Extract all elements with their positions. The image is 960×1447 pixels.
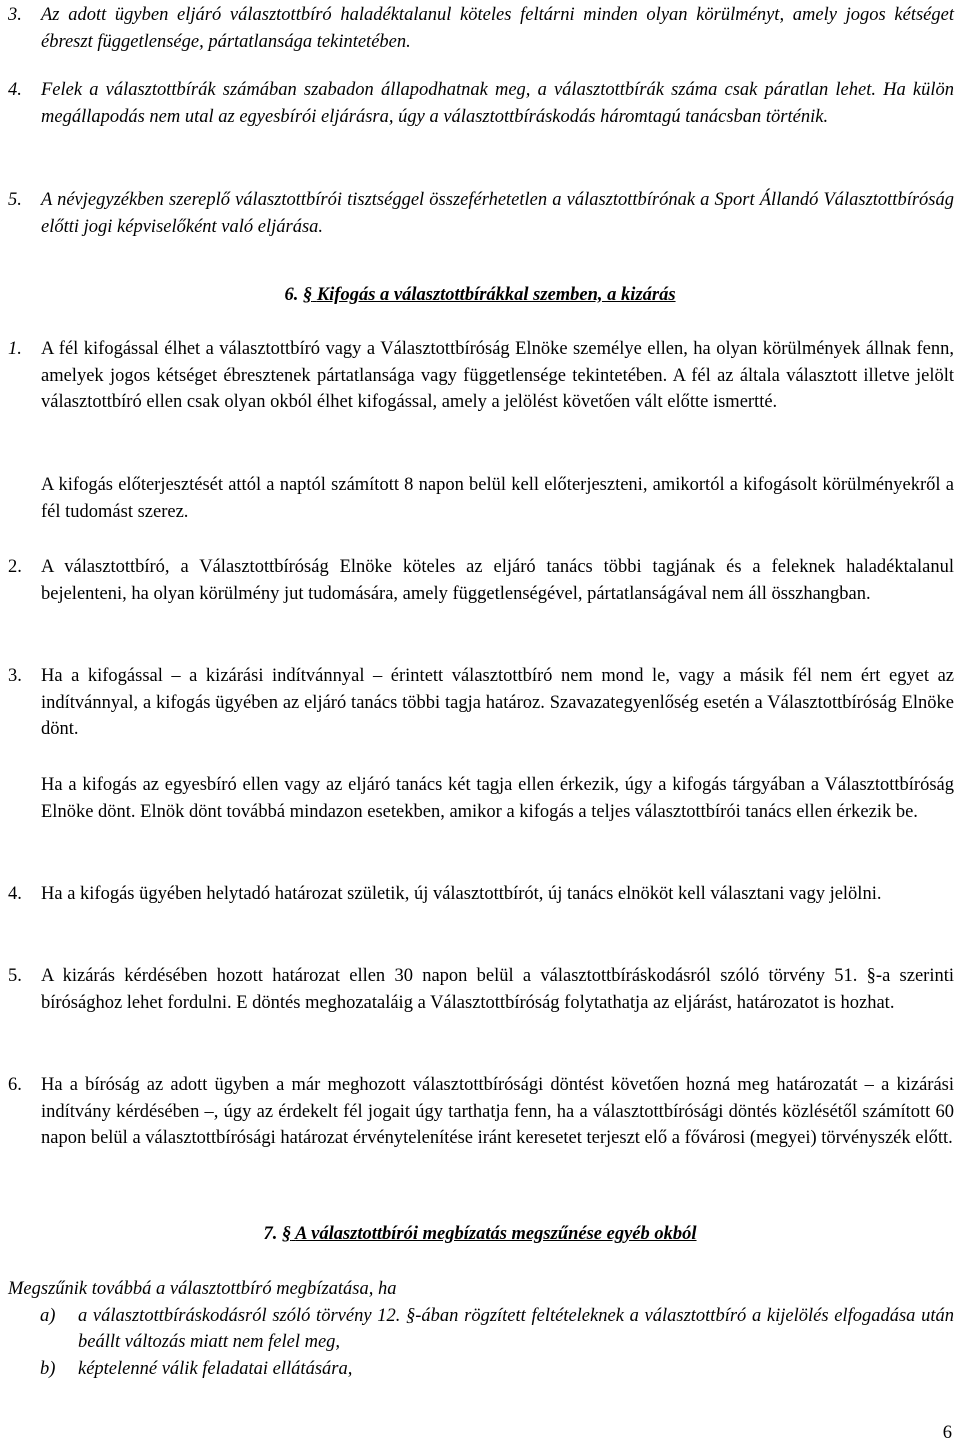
section-number: 6. — [284, 285, 299, 305]
list-text: képtelenné válik feladatai ellátására, — [78, 1358, 353, 1379]
paragraph-number: 1. — [8, 339, 22, 359]
section-heading-7 — [0, 1221, 960, 1248]
section-heading-6 — [0, 282, 960, 309]
paragraph-number: 3. — [8, 5, 22, 25]
paragraph-3 — [8, 2, 954, 55]
section-title: Kifogás a választottbírákkal szemben, a kizárás — [316, 285, 676, 305]
paragraph-text: A kifogás előterjesztését attól a naptól számított 8 napon belül kell előterjeszteni, amikortól a kifogásolt körülményekről a fél tudomást szerez. — [41, 475, 954, 522]
paragraph-6-3-b — [8, 772, 954, 825]
paragraph-text: Felek a választottbírák számában szabadon állapodhatnak meg, a választottbírák száma csak páratlan lehet. Ha külön megállapodás nem utal az egyesbírói eljárásra, úgy a választottbíráskodás háromtagú tanácsban történik. — [41, 80, 954, 127]
paragraph-text: Ha a bíróság az adott ügyben a már meghozott választottbírósági döntést követően hozná meg határozatát – a kizárási indítvány kérdésében –, úgy az érdekelt fél jogait úgy tarthatja fenn, ha a választottbírósági döntés közlésétől számított 60 napon belül a választottbírósági határozat érvénytelenítése iránt keresetet terjeszt elő a fővárosi (megyei) törvényszék előtt. — [41, 1075, 954, 1148]
list-text: a választottbíráskodásról szóló törvény 12. §-ában rögzített feltételeknek a választottbíró a kijelölés elfogadása után beállt változás miatt nem felel meg, — [78, 1305, 954, 1352]
list-item-a — [8, 1303, 954, 1356]
paragraph-text: Ha a kifogás az egyesbíró ellen vagy az eljáró tanács két tagja ellen érkezik, úgy a kifogás tárgyában a Választottbíróság Elnöke dönt. Elnök dönt továbbá mindazon esetekben, amikor a kifogás a teljes választottbírói tanács ellen érkezik be. — [41, 775, 954, 822]
list-letter: a) — [40, 1305, 56, 1326]
paragraph-number: 2. — [8, 557, 22, 577]
paragraph-text: Ha a kifogással – a kizárási indítvánnyal – érintett választottbíró nem mond le, vagy a másik fél nem ért egyet az indítvánnyal, a kifogás ügyében az eljáró tanács többi tagja határoz. Szavazategyenlőség esetén a Választottbíróság Elnöke dönt. — [41, 666, 954, 739]
paragraph-number: 5. — [8, 190, 22, 210]
paragraph-text: Ha a kifogás ügyében helytadó határozat születik, új választottbírót, új tanács elnököt kell választani vagy jelölni. — [41, 884, 882, 904]
paragraph-text: A kizárás kérdésében hozott határozat ellen 30 napon belül a választottbíráskodásról szóló törvény 51. §-a szerinti bírósághoz lehet fordulni. E döntés meghozataláig a Választottbíróság folytathatja az eljárást, határozatot is hozhat. — [41, 966, 954, 1013]
paragraph-6-5 — [8, 963, 954, 1016]
section-title: A választottbírói megbízatás megszűnése egyéb okból — [295, 1224, 697, 1244]
paragraph-number: 6. — [8, 1075, 22, 1095]
section-intro: Megszűnik továbbá a választottbíró megbízatása, ha — [8, 1279, 397, 1299]
paragraph-text: A választottbíró, a Választottbíróság Elnöke köteles az eljáró tanács többi tagjának és a feleknek haladéktalanul bejelenteni, ha olyan körülmény jut tudomására, amely függetlenségével, pártatlanságával nem áll összhangban. — [41, 557, 954, 604]
paragraph-6-6 — [8, 1072, 954, 1152]
section-symbol: § — [302, 285, 313, 305]
paragraph-number: 5. — [8, 966, 22, 986]
paragraph-4 — [8, 77, 954, 130]
paragraph-6-1 — [8, 336, 954, 416]
paragraph-6-2 — [8, 554, 954, 607]
paragraph-5 — [8, 187, 954, 240]
paragraph-number: 4. — [8, 80, 22, 100]
paragraph-text: A fél kifogással élhet a választottbíró vagy a Választottbíróság Elnöke személye ellen, ha olyan körülmények állnak fenn, amelyek jogos kétséget ébresztenek pártatlansága vagy függetlensége tekintetében. A fél az általa választott illetve jelölt választottbíró ellen csak olyan okból élhet kifogással, amely a jelölést követően vált előtte ismertté. — [41, 339, 954, 412]
paragraph-number: 3. — [8, 666, 22, 686]
section-7-body — [8, 1276, 954, 1382]
section-symbol: § — [281, 1224, 292, 1244]
paragraph-6-1-b — [8, 472, 954, 525]
list-letter: b) — [40, 1358, 56, 1379]
section-number: 7. — [263, 1224, 278, 1244]
paragraph-text: A névjegyzékben szereplő választottbírói tisztséggel összeférhetetlen a választottbírónak a Sport Állandó Választottbíróság előtti jogi képviselőként való eljárása. — [41, 190, 954, 237]
paragraph-number: 4. — [8, 884, 22, 904]
paragraph-6-4 — [8, 881, 954, 908]
paragraph-text: Az adott ügyben eljáró választottbíró haladéktalanul köteles feltárni minden olyan körülményt, amely jogos kétséget ébreszt függetlensége, pártatlansága tekintetében. — [41, 5, 954, 52]
page-number: 6 — [942, 1423, 952, 1443]
list-item-b — [8, 1356, 954, 1383]
paragraph-6-3 — [8, 663, 954, 743]
